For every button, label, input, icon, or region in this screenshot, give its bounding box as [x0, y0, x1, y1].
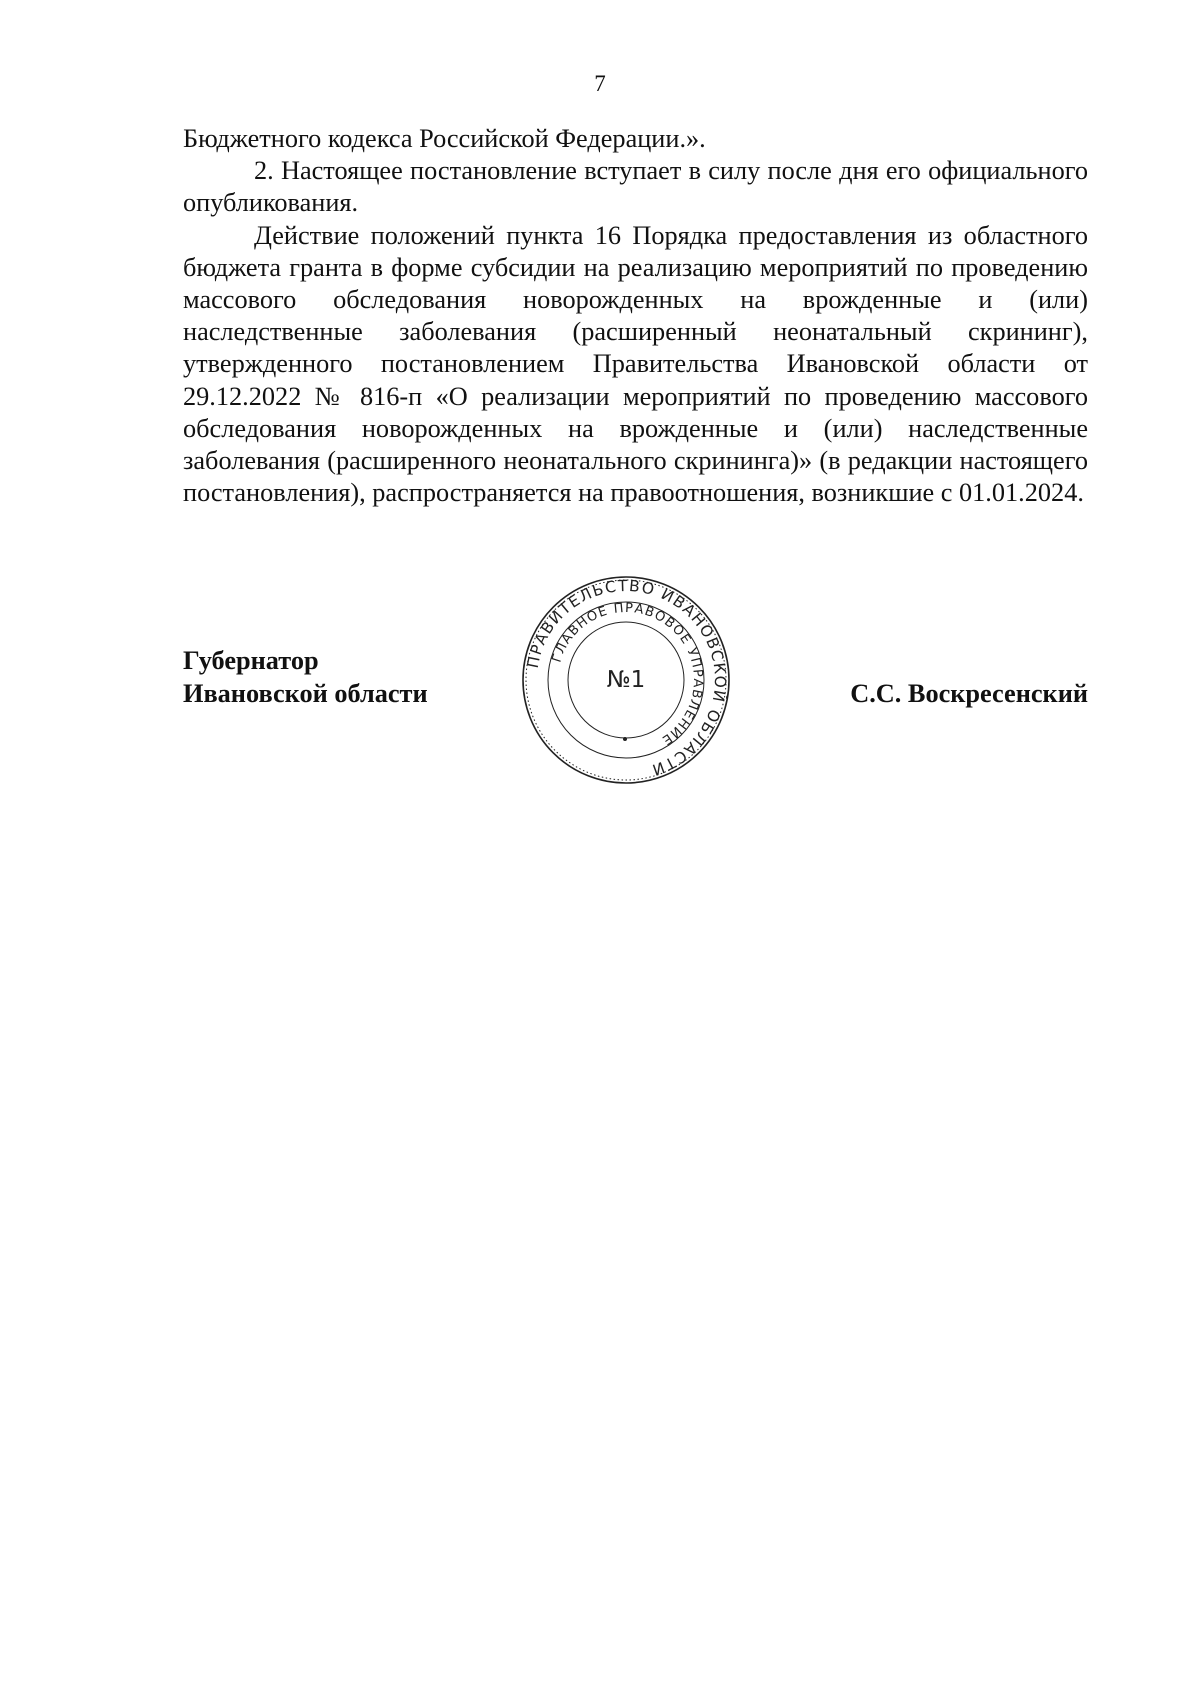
signatory-position: [183, 644, 428, 710]
paragraph-item-2: 2. Настоящее постановление вступает в силу после дня его официального опубликования.: [183, 156, 1088, 218]
seal-graphic: [521, 575, 731, 785]
official-seal-stamp: [521, 575, 731, 785]
paragraph-effect-clause: Действие положений пункта 16 Порядка предоставления из областного бюджета гранта в форме субсидии на реализацию мероприятий по проведению массового обследования новорожденных на врожденные и (или) наследственные заболевания (расширенный неонатальный скрининг), утвержденного постановлением Правительства Ивановской области от 29.12.2022 № 816-п «О реализации мероприятий по проведению массового обследования новорожденных на врожденные и (или) наследственные заболевания (расширенного неонатального скрининга)» (в редакции настоящего постановления), распространяется на правоотношения, возникшие с 01.01.2024.: [183, 220, 1088, 508]
seal-center-text: №1: [606, 667, 646, 693]
signatory-position-line2: Ивановской области: [183, 679, 428, 708]
document-body: [183, 123, 1088, 509]
seal-inner-text: ГЛАВНОЕ ПРАВОВОЕ УПРАВЛЕНИЕ: [549, 600, 706, 748]
seal-dot: [623, 737, 627, 741]
signatory-position-line1: Губернатор: [183, 646, 319, 675]
page-number: 7: [594, 71, 606, 96]
paragraph-continuation: Бюджетного кодекса Российской Федерации.».: [183, 124, 706, 153]
signatory-name: С.С. Воскресенский: [850, 679, 1088, 708]
seal-outer-text: ПРАВИТЕЛЬСТВО ИВАНОВСКОЙ ОБЛАСТИ: [523, 576, 730, 780]
